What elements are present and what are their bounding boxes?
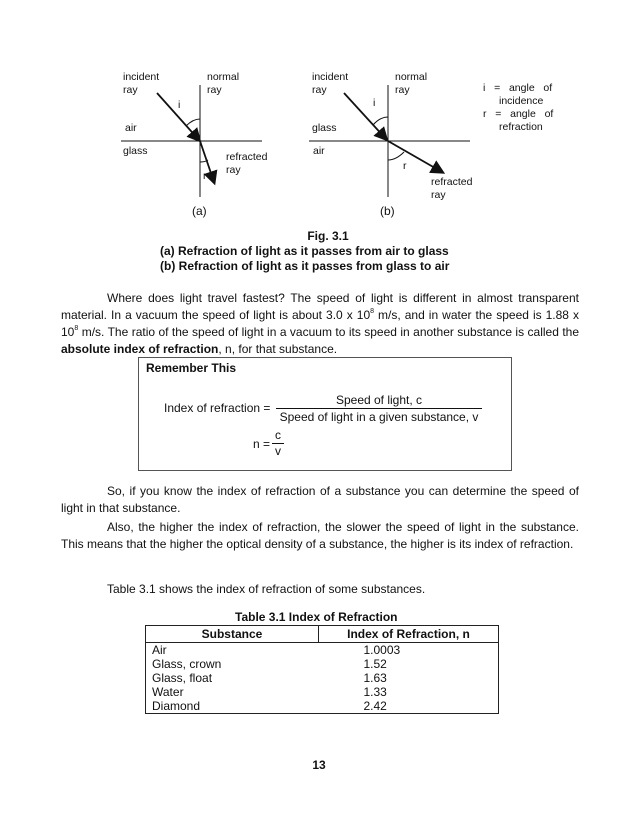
figure-caption-b: (b) Refraction of light as it passes from glass to air bbox=[160, 259, 450, 273]
formula-numerator: Speed of light, c bbox=[335, 393, 423, 407]
label-refracted-ray-a: refracted ray bbox=[226, 151, 268, 176]
label-normal-ray-b: normal ray bbox=[395, 71, 428, 96]
n-formula-num: c bbox=[275, 428, 281, 442]
paragraph-determine-speed: So, if you know the index of refraction of a substance you can determine the speed of light in that substance. bbox=[61, 484, 579, 515]
label-refracted-ray-b: refracted ray bbox=[431, 176, 473, 201]
table-header-index: Index of Refraction, n bbox=[318, 626, 498, 643]
cell-index: 1.33 bbox=[363, 685, 387, 699]
cell-index: 2.42 bbox=[363, 699, 387, 713]
angle-i-arc-b bbox=[373, 117, 388, 125]
angle-i-arc-a bbox=[186, 119, 200, 126]
legend-r: r = angle of bbox=[483, 108, 554, 120]
cell-substance: Diamond bbox=[152, 699, 201, 713]
table-row bbox=[146, 643, 499, 658]
cell-substance: Water bbox=[152, 685, 184, 699]
formula-denominator: Speed of light in a given substance, v bbox=[279, 410, 479, 424]
paragraph-speed-of-light: Where does light travel fastest? The speed of light is different in almost transparent material. In a vacuum the speed of light is about 3.0 x $10^8$ m/s, and in water the speed is 1.88 x $10^8$ m/s. The ratio of the speed of light in a vacuum to its speed in another substance is called the absolute index of refraction, n, for that substance. bbox=[61, 291, 580, 356]
table-header-substance: Substance bbox=[146, 626, 319, 643]
diagram-b-tag: (b) bbox=[380, 204, 395, 218]
figure-caption-a: (a) Refraction of light as it passes from air to glass bbox=[160, 244, 449, 258]
page-number: 13 bbox=[312, 758, 326, 772]
formula-lhs: Index of refraction = bbox=[164, 401, 271, 415]
legend-i-def: incidence bbox=[499, 95, 544, 107]
n-formula-lhs: n = bbox=[253, 437, 271, 451]
diagram-a-tag: (a) bbox=[192, 204, 207, 218]
label-incident-ray-a: incident ray bbox=[123, 71, 160, 96]
legend-i: i = angle of bbox=[483, 82, 553, 94]
cell-substance: Glass, float bbox=[152, 671, 213, 685]
incident-ray-b bbox=[344, 93, 386, 139]
table-title: Table 3.1 Index of Refraction bbox=[235, 610, 398, 624]
refracted-ray-b bbox=[388, 141, 442, 172]
cell-substance: Glass, crown bbox=[152, 657, 222, 671]
cell-index: 1.63 bbox=[363, 671, 387, 685]
cell-substance: Air bbox=[152, 643, 167, 657]
refraction-table bbox=[145, 625, 499, 714]
label-top-medium-b: glass bbox=[312, 122, 337, 134]
table-row bbox=[146, 671, 499, 685]
label-angle-i-b: i bbox=[373, 97, 376, 109]
figure-number: Fig. 3.1 bbox=[307, 229, 349, 243]
table-row bbox=[146, 657, 499, 671]
legend-r-def: refraction bbox=[499, 121, 543, 133]
label-angle-r-a: r bbox=[203, 170, 207, 182]
label-angle-r-b: r bbox=[403, 160, 407, 172]
cell-index: 1.52 bbox=[363, 657, 387, 671]
remember-title: Remember This bbox=[146, 361, 237, 375]
table-row bbox=[146, 685, 499, 699]
paragraph-table-intro: Table 3.1 shows the index of refraction of some substances. bbox=[107, 582, 426, 596]
label-incident-ray-b: incident ray bbox=[312, 71, 349, 96]
cell-index: 1.0003 bbox=[363, 643, 401, 657]
table-header-row bbox=[146, 626, 499, 643]
formula-bar bbox=[276, 408, 482, 409]
label-bottom-medium-b: air bbox=[313, 145, 325, 157]
label-bottom-medium-a: glass bbox=[123, 145, 148, 157]
angle-r-arc-b bbox=[388, 152, 404, 160]
term-absolute-index: absolute index of refraction bbox=[61, 342, 219, 356]
table-row bbox=[146, 699, 499, 714]
paragraph-optical-density: Also, the higher the index of refraction, the slower the speed of light in the substance. This means that the higher the optical density of a substance, the higher is its index of refraction. bbox=[61, 520, 579, 551]
label-angle-i-a: i bbox=[178, 99, 181, 111]
label-top-medium-a: air bbox=[125, 122, 137, 134]
n-formula-den: v bbox=[275, 444, 281, 458]
label-normal-ray-a: normal ray bbox=[207, 71, 240, 96]
